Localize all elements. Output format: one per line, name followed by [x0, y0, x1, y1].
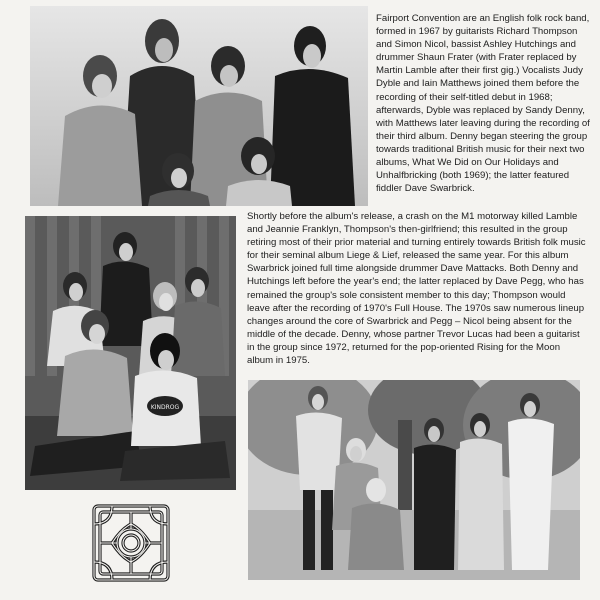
celtic-knot-icon: [88, 500, 174, 586]
paragraph-band-history: Shortly before the album's release, a crash on the M1 motorway killed Lamble and Jeannie Franklyn, Thompson's then-girlfriend; this resulted in the group retiring most of their prior material and turning entirely towards British folk music for their seminal album Liege & Lief, released the same year. For this album Swarbrick joined full time alongside drummer Dave Mattacks. Both Denny and Hutchings left before the year's end; the latter replaced by Dave Pegg, who has remained the group's sole consistent member to this day; Thompson would leave after the recording of 1970's Full House. The 1970s saw numerous lineup changes around the core of Swarbrick and Pegg – Nicol being absent for the middle of the decade. Denny, whose partner Trevor Lucas had been a guitarist in the group since 1972, returned for the pop-oriented Rising for the Moon album in 1975.: [247, 211, 586, 367]
band-photo-seated: [25, 216, 236, 490]
paragraph-band-formation: Fairport Convention are an English folk rock band, formed in 1967 by guitarists Richard Thompson and Simon Nicol, bassist Ashley Hutchings and drummer Shaun Frater (with Frater replaced by Martin Lamble after their first gig.) Vocalists Judy Dyble and Iain Matthews joined them before the recording of their self-titled debut in 1968; afterwards, Dyble was replaced by Sandy Denny, with Matthews later leaving during the recording of their third album. Denny began steering the group towards traditional British music for their next two albums, What We Did on Our Holidays and Unhalfbricking (both 1969); the latter featured fiddler Dave Swarbrick.: [376, 13, 590, 195]
shirt-logo-text: KINDROG: [150, 404, 180, 411]
band-photo-studio: [30, 6, 368, 206]
band-photo-outdoor: [248, 380, 580, 580]
